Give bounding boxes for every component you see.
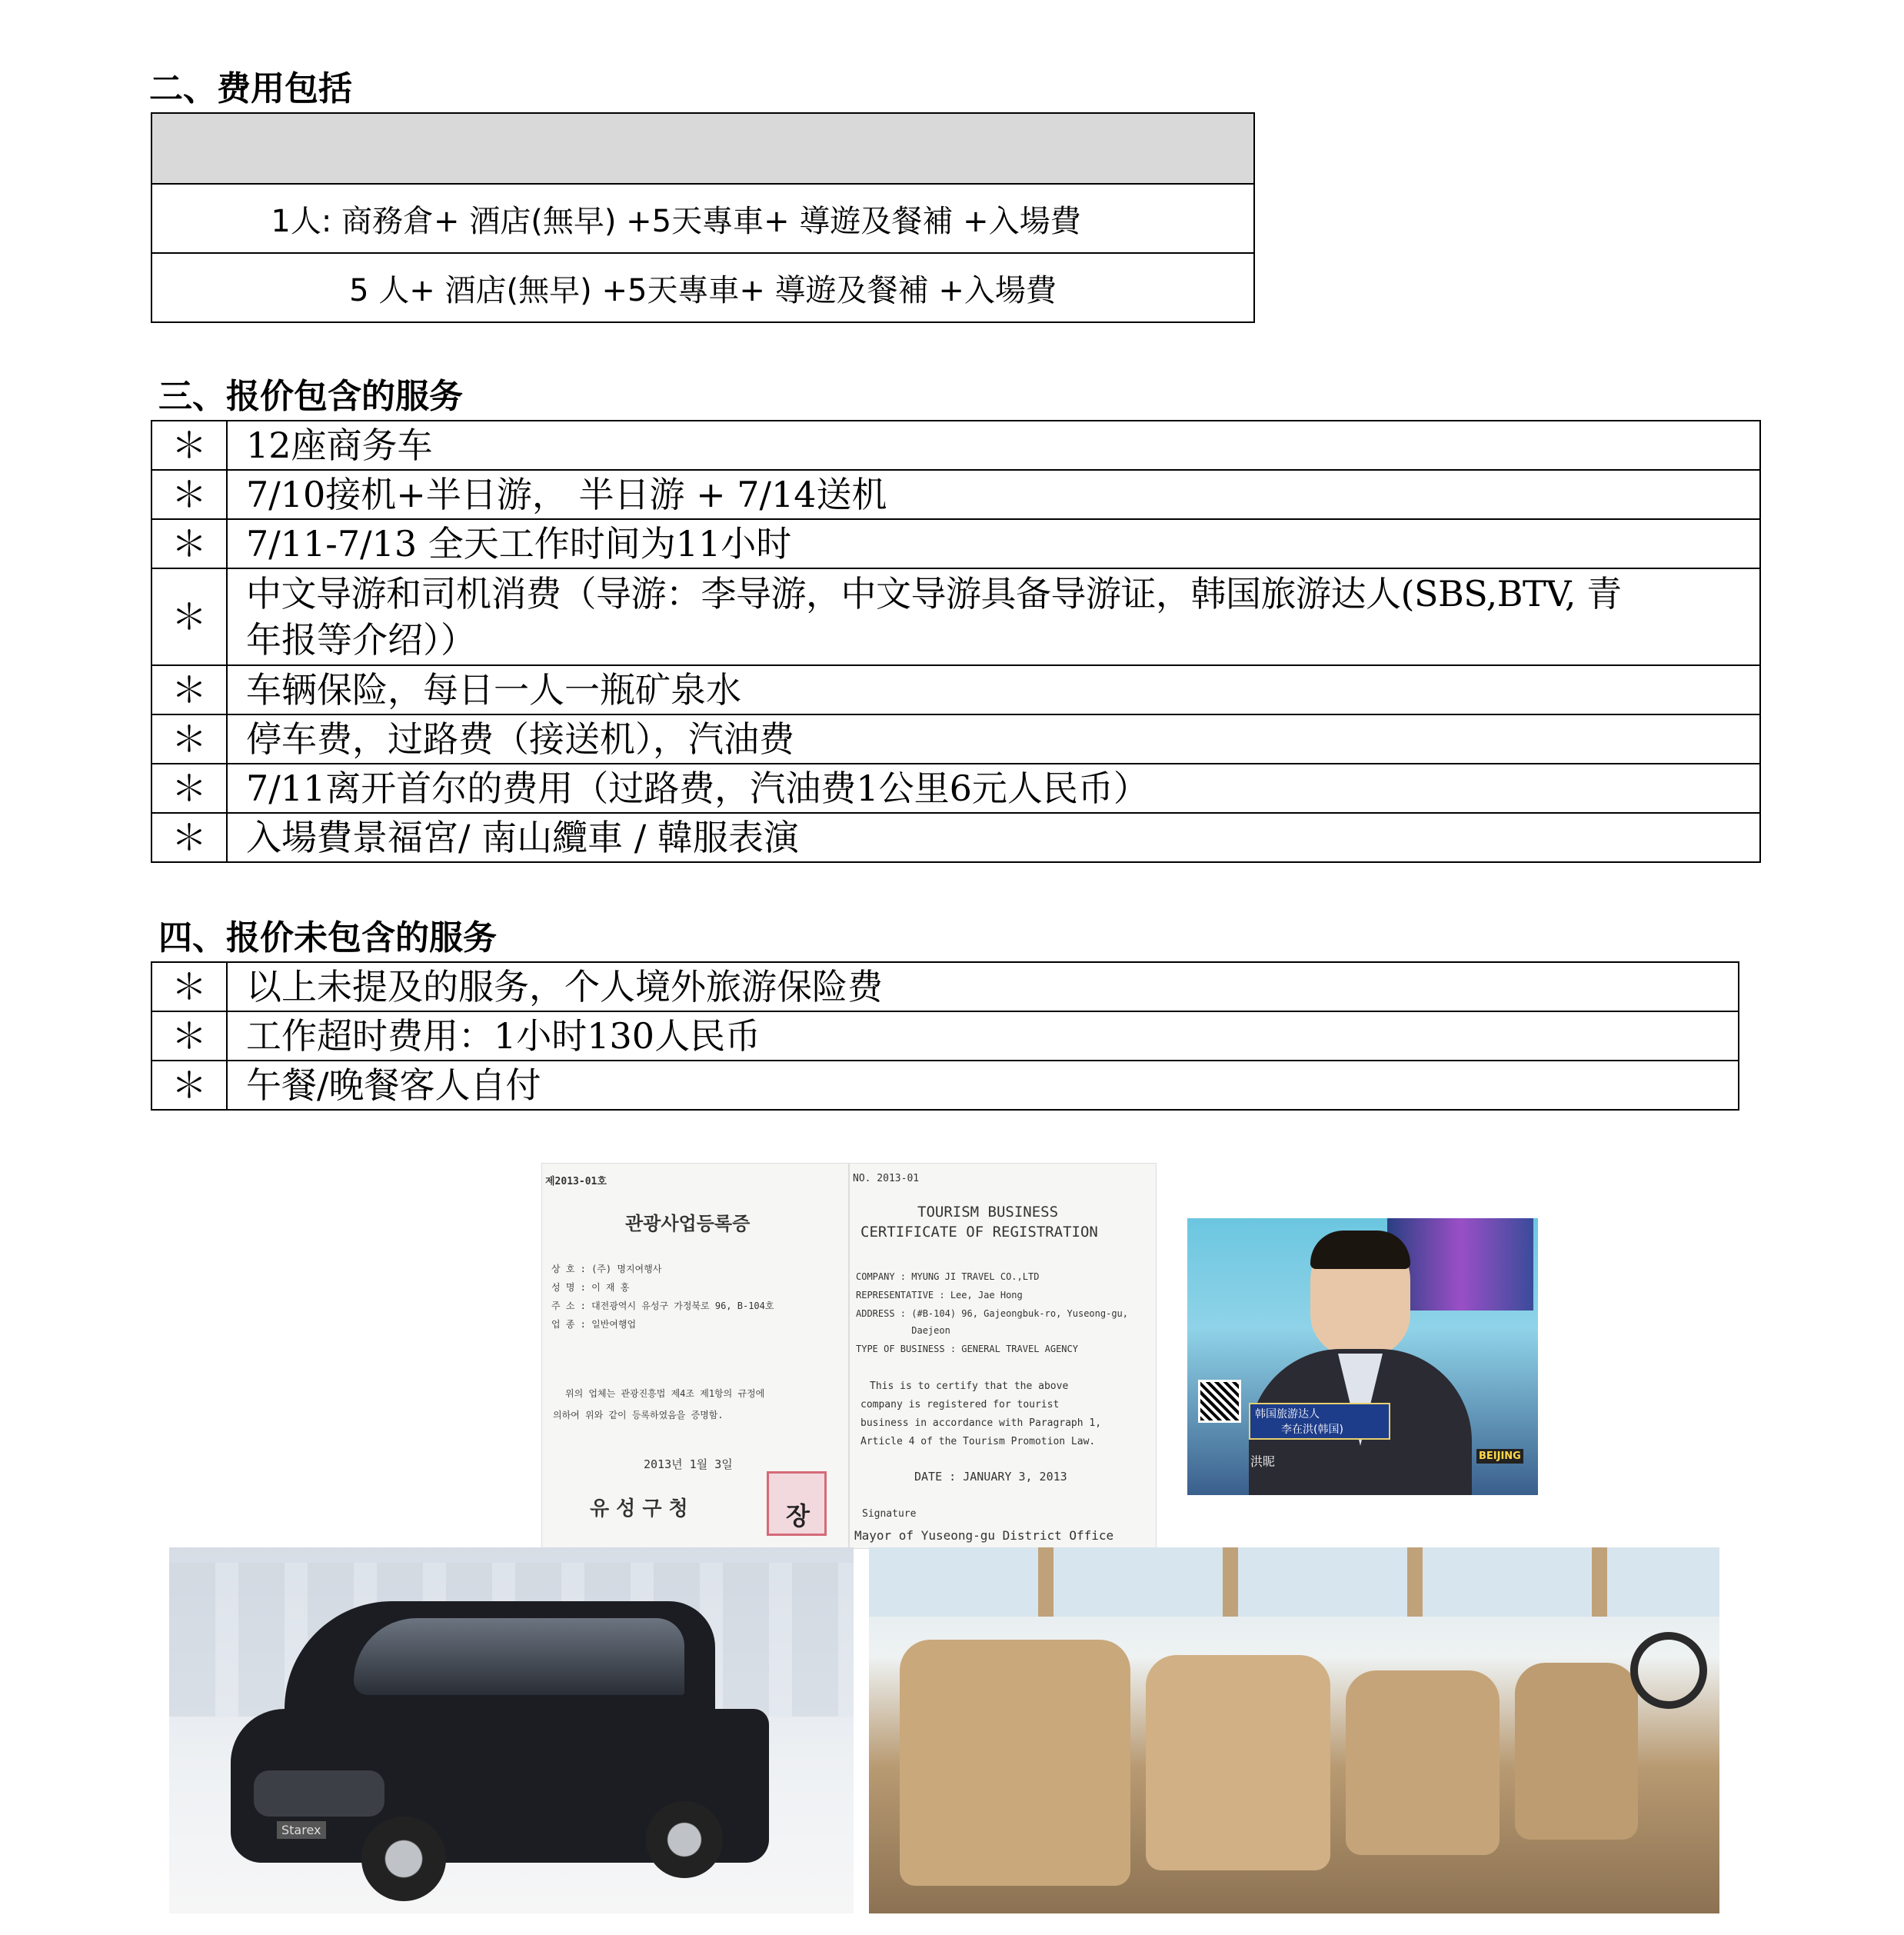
- cert-date: 2013년 1월 3일: [644, 1457, 733, 1471]
- van-badge: Starex: [277, 1821, 326, 1839]
- cert-office: 유 성 구 청: [590, 1497, 688, 1520]
- fees-header-cell: [151, 113, 1254, 184]
- service-item: 以上未提及的服务，个人境外旅游保险费: [227, 962, 1739, 1011]
- seat-row-1: [900, 1640, 1130, 1886]
- cert-title: 관광사업등록증: [625, 1213, 751, 1234]
- tv-interview-image: [1187, 1218, 1538, 1495]
- table-row: [151, 665, 1760, 714]
- cert-body: company is registered for tourist: [860, 1399, 1060, 1410]
- bullet: ＊: [151, 962, 227, 1011]
- service-item: 7/10接机+半日游， 半日游 + 7/14送机: [227, 470, 1760, 519]
- front-seats: [1515, 1663, 1638, 1840]
- cert-date: DATE : JANUARY 3, 2013: [914, 1470, 1067, 1484]
- corner-caption: 洪昵: [1250, 1454, 1276, 1469]
- table-row: [151, 1011, 1739, 1061]
- cert-body: business in accordance with Paragraph 1,: [860, 1417, 1102, 1429]
- seal-char: 장: [786, 1501, 810, 1530]
- table-row: [151, 962, 1739, 1011]
- korean-certificate-image: [541, 1163, 849, 1549]
- cert-number: NO. 2013-01: [853, 1173, 920, 1184]
- cert-title: CERTIFICATE OF REGISTRATION: [860, 1224, 1098, 1241]
- bullet: ＊: [151, 421, 227, 470]
- van-grille: [254, 1770, 384, 1817]
- bullet: ＊: [151, 714, 227, 764]
- bullet: ＊: [151, 568, 227, 665]
- bullet: ＊: [151, 470, 227, 519]
- cert-line: 주 소 : 대전광역시 유성구 가정북로 96, B-104호: [551, 1301, 774, 1311]
- steering-wheel: [1630, 1632, 1707, 1709]
- service-item-line: 中文导游和司机消费（导游：李导游，中文导游具备导游证，韩国旅游达人(SBS,BTV, 青: [246, 573, 1622, 614]
- cert-line: Daejeon: [856, 1325, 950, 1336]
- table-row: [151, 568, 1760, 665]
- service-item: [227, 568, 1760, 665]
- cert-body: Article 4 of the Tourism Promotion Law.: [860, 1436, 1096, 1447]
- table-row: [151, 519, 1760, 568]
- table-row: [151, 470, 1760, 519]
- bullet: ＊: [151, 519, 227, 568]
- cert-line: 성 명 : 이 재 홍: [551, 1282, 630, 1293]
- bullet: ＊: [151, 764, 227, 813]
- service-item: 车辆保险，每日一人一瓶矿泉水: [227, 665, 1760, 714]
- service-item: 12座商务车: [227, 421, 1760, 470]
- cert-body: 위의 업체는 관광진흥법 제4조 제1항의 규정에: [565, 1388, 765, 1399]
- seat-row-3: [1346, 1670, 1500, 1855]
- channel-logo: BEIJING: [1476, 1449, 1523, 1464]
- bullet: ＊: [151, 1011, 227, 1061]
- service-item-line: 年报等介绍））: [246, 619, 476, 661]
- cert-signature-label: Signature: [862, 1508, 917, 1520]
- service-item: 停车费，过路费（接送机），汽油费: [227, 714, 1760, 764]
- bullet: ＊: [151, 665, 227, 714]
- table-row: [151, 714, 1760, 764]
- table-row: [151, 813, 1760, 862]
- section2-heading: 二、费用包括: [149, 69, 352, 108]
- van-interior-image: [869, 1547, 1719, 1913]
- excluded-services-table: [151, 961, 1739, 1111]
- cert-line: ADDRESS : (#B-104) 96, Gajeongbuk-ro, Yuseong-gu,: [856, 1308, 1129, 1319]
- cert-office: Mayor of Yuseong-gu District Office: [854, 1528, 1114, 1543]
- bullet: ＊: [151, 813, 227, 862]
- service-item: 入場費景福宮/ 南山纜車 / 韓服表演: [227, 813, 1760, 862]
- service-item: 7/11离开首尔的费用（过路费，汽油费1公里6元人民币）: [227, 764, 1760, 813]
- cert-line: COMPANY : MYUNG JI TRAVEL CO.,LTD: [856, 1271, 1040, 1282]
- included-services-table: [151, 420, 1761, 863]
- fees-table: [151, 112, 1255, 323]
- van-exterior-image: [169, 1547, 854, 1913]
- presenter-hair: [1310, 1231, 1410, 1269]
- fees-row-1: 1人: 商務倉+ 酒店(無早) +5天專車+ 導遊及餐補 +入場費: [151, 184, 1254, 253]
- fees-row-2: 5 人+ 酒店(無早) +5天專車+ 導遊及餐補 +入場費: [151, 253, 1254, 322]
- english-certificate-image: [849, 1163, 1157, 1549]
- cert-line: REPRESENTATIVE : Lee, Jae Hong: [856, 1290, 1023, 1301]
- seat-row-2: [1146, 1655, 1330, 1870]
- table-row: [151, 1061, 1739, 1110]
- side-windows: [869, 1547, 1719, 1617]
- service-item: 7/11-7/13 全天工作时间为11小时: [227, 519, 1760, 568]
- caption-line-2: 李在洪(韩国): [1281, 1424, 1343, 1436]
- cert-body: This is to certify that the above: [870, 1380, 1069, 1392]
- caption-line-1: 韩国旅游达人: [1255, 1408, 1320, 1420]
- section4-heading: 四、报价未包含的服务: [158, 918, 497, 958]
- bullet: ＊: [151, 1061, 227, 1110]
- service-item: 午餐/晚餐客人自付: [227, 1061, 1739, 1110]
- cert-body: 의하여 위와 같이 등록하였음을 증명함.: [553, 1410, 724, 1420]
- section3-heading: 三、报价包含的服务: [158, 377, 463, 416]
- qr-code-graphic: [1198, 1380, 1241, 1423]
- cert-title: TOURISM BUSINESS: [917, 1204, 1059, 1221]
- service-item: 工作超时费用：1小时130人民币: [227, 1011, 1739, 1061]
- cert-number: 제2013-01호: [545, 1176, 607, 1187]
- cert-line: 상 호 : (주) 명지여행사: [551, 1264, 662, 1274]
- front-wheel: [361, 1817, 446, 1901]
- rear-wheel: [646, 1801, 723, 1878]
- van-windows: [354, 1618, 684, 1695]
- caption-bar: [1249, 1403, 1390, 1440]
- table-row: [151, 764, 1760, 813]
- cert-line: 업 종 : 일반여행업: [551, 1319, 637, 1330]
- cert-line: TYPE OF BUSINESS : GENERAL TRAVEL AGENCY: [856, 1344, 1078, 1354]
- table-row: [151, 421, 1760, 470]
- official-seal: [767, 1471, 827, 1536]
